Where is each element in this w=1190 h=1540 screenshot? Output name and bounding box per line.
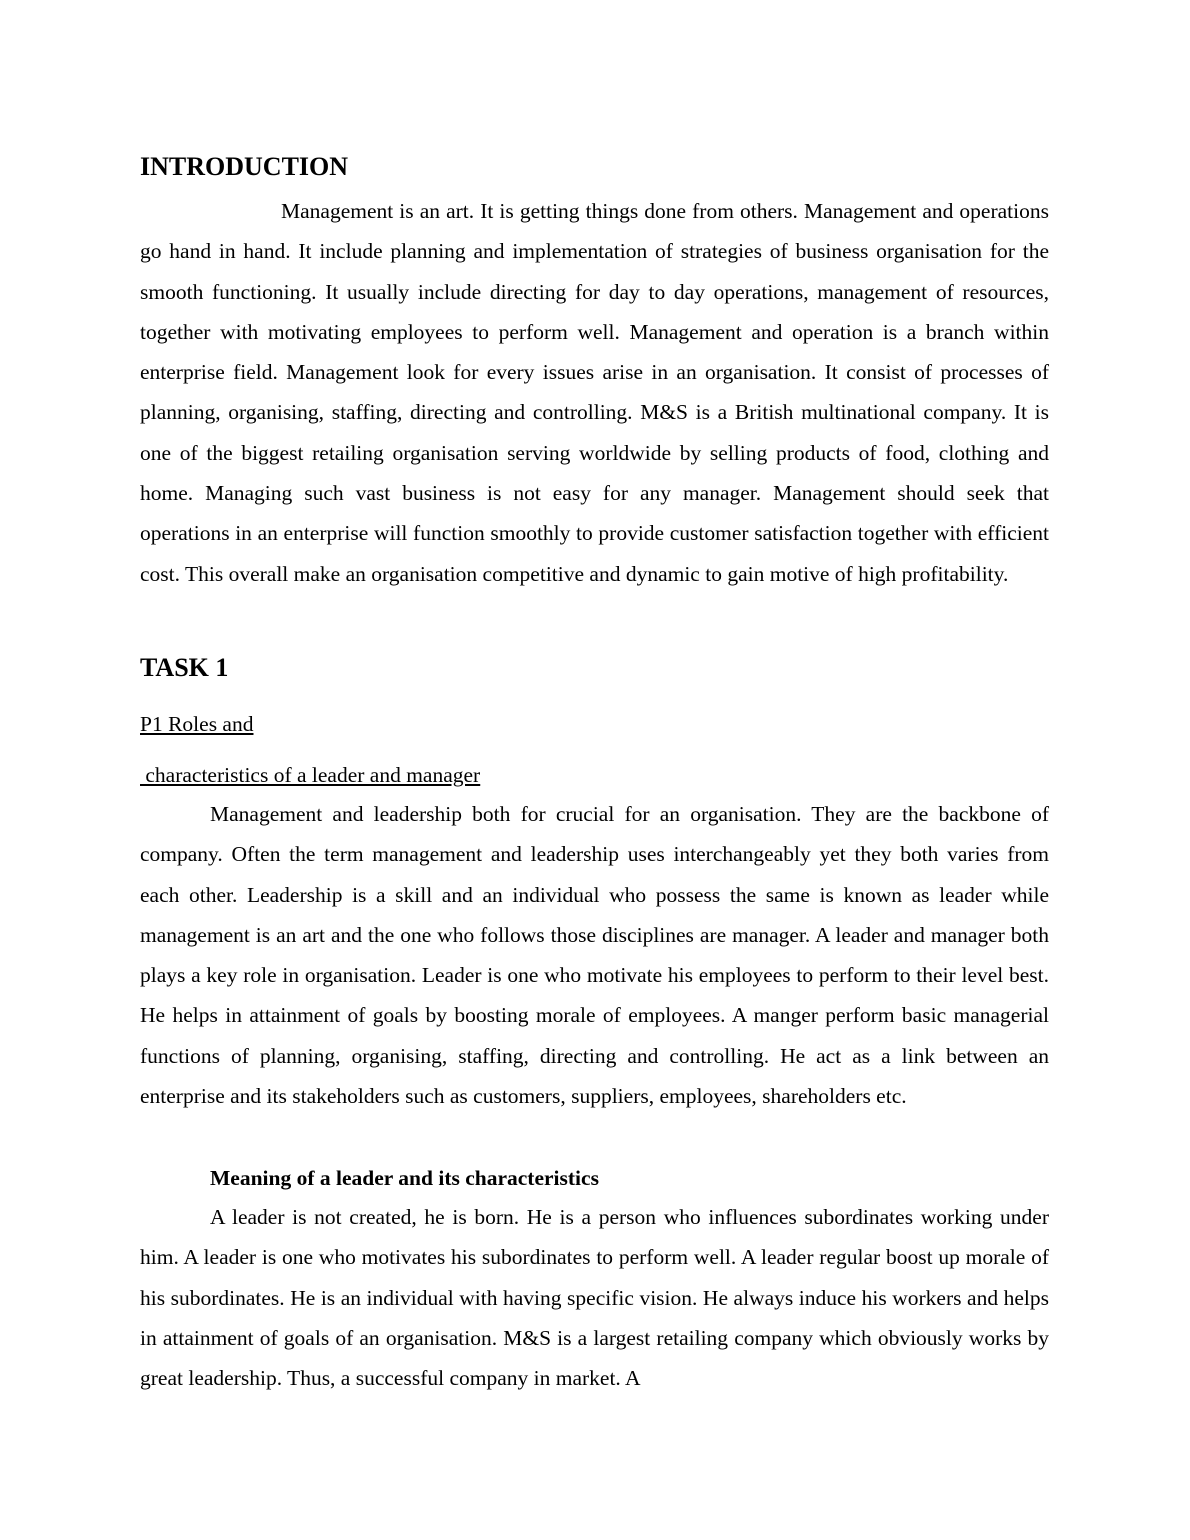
- roles-paragraph: Management and leadership both for crucial for an organisation. They are the backbone of company. Often the term management and leadership uses interchangeably yet they both varies from each other. Leadership is a skill and an individual who possess the same is known as leader while management is an art and the one who follows those disciplines are manager. A leader and manager both plays a key role in organisation. Leader is one who motivate his employees to perform to their level best. He helps in attainment of goals by boosting morale of employees. A manger perform basic managerial functions of planning, organising, staffing, directing and controlling. He act as a link between an enterprise and its stakeholders such as customers, suppliers, employees, shareholders etc.: [140, 802, 1049, 1109]
- leader-meaning-heading: Meaning of a leader and its characteristics: [210, 1166, 599, 1190]
- task-heading: TASK 1: [140, 653, 229, 682]
- introduction-paragraph: Management is an art. It is getting things done from others. Management and operations go hand in hand. It include planning and implementation of strategies of business organisation for the smooth functioning. It usually include directing for day to day operations, management of resources, together with motivating employees to perform well. Management and operation is a branch within enterprise field. Management look for every issues arise in an organisation. It consist of processes of planning, organising, staffing, directing and controlling. M&S is a British multinational company. It is one of the biggest retailing organisation serving worldwide by selling products of food, clothing and home. Managing such vast business is not easy for any manager. Management should seek that operations in an enterprise will function smoothly to provide customer satisfaction together with efficient cost. This overall make an organisation competitive and dynamic to gain motive of high profitability.: [140, 199, 1049, 586]
- p1-subheading-line-2: characteristics of a leader and manager: [140, 763, 481, 787]
- p1-subheading-line-1: P1 Roles and: [140, 712, 254, 736]
- introduction-heading: INTRODUCTION: [140, 152, 349, 181]
- leader-paragraph: A leader is not created, he is born. He is a person who influences subordinates working under him. A leader is one who motivates his subordinates to perform well. A leader regular boost up morale of his subordinates. He is an individual with having specific vision. He always induce his workers and helps in attainment of goals of an organisation. M&S is a largest retailing company which obviously works by great leadership. Thus, a successful company in market. A: [140, 1205, 1049, 1391]
